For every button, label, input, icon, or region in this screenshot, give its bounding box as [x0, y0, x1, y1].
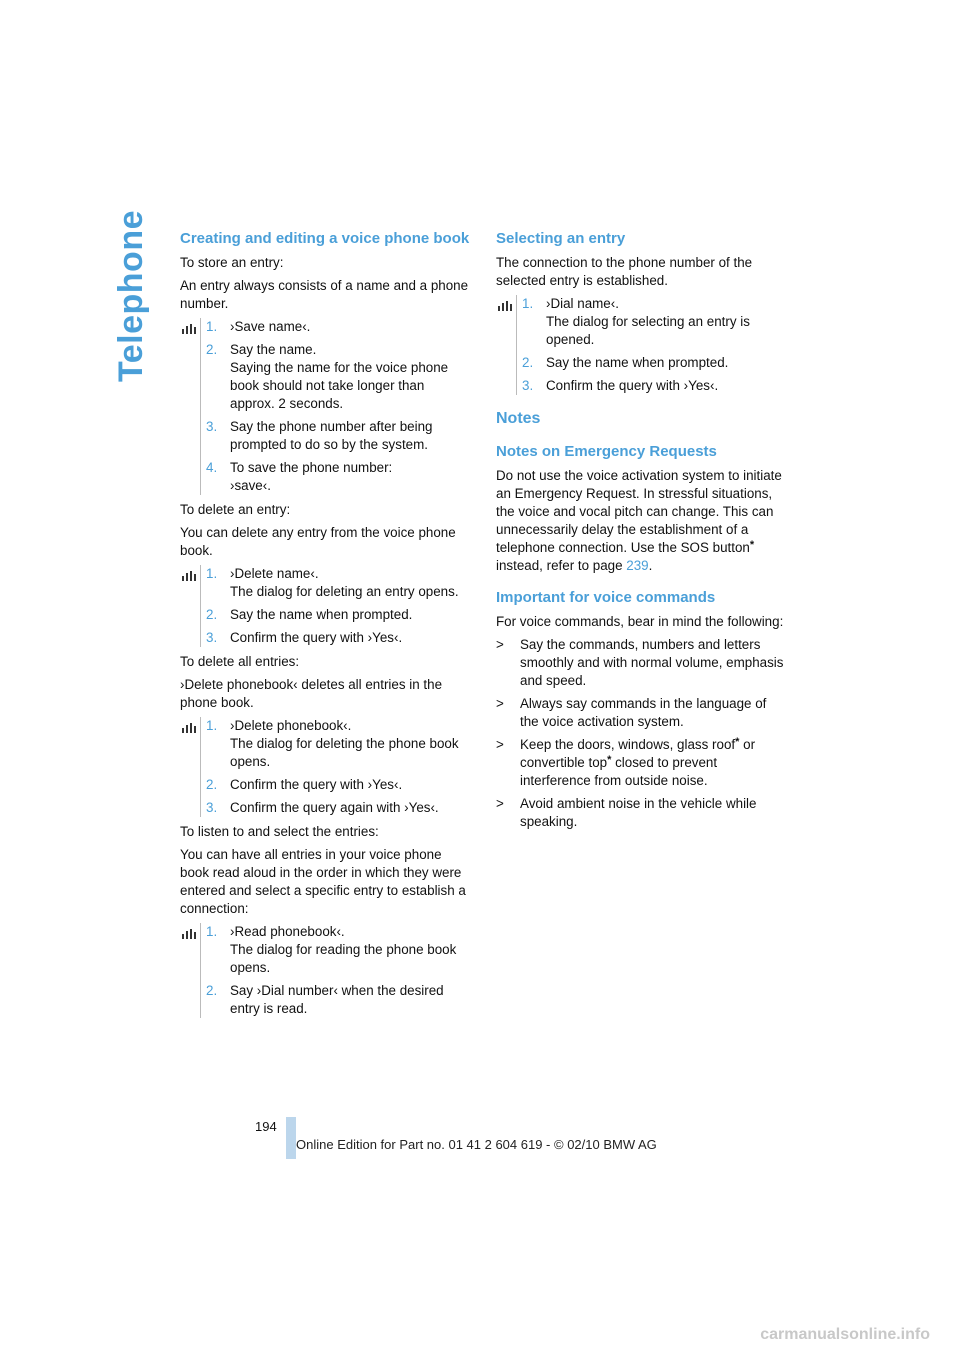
voice-command-icon: [182, 571, 196, 581]
voice-command-icon: [182, 929, 196, 939]
step-text: Say the phone number after being prompted to do so by the system.: [230, 419, 433, 452]
voice-command-icon: [498, 301, 512, 311]
bullet3-c: closed to prevent interference from outside noise.: [520, 755, 718, 788]
edition-note: Online Edition for Part no. 01 41 2 604 619 - © 02/10 BMW AG: [296, 1137, 657, 1152]
delete-all-desc: ›Delete phonebook‹ deletes all entries in the phone book.: [180, 677, 443, 710]
step-text: ›Read phonebook‹. The dialog for reading the phone book opens.: [230, 924, 457, 975]
optional-equipment-star: *: [735, 736, 740, 748]
voice-command-icon: [182, 723, 196, 733]
step-divider-line: [516, 295, 517, 395]
step-text: ›Delete phonebook‹. The dialog for deleting the phone book opens.: [230, 718, 459, 769]
step-item: [206, 606, 472, 624]
step-number: 1.: [522, 296, 534, 311]
emergency-text-c: .: [648, 558, 653, 573]
step-number: 2.: [522, 355, 534, 370]
list-item: [496, 736, 788, 790]
step-text: Confirm the query with ›Yes‹.: [546, 378, 719, 393]
delete-all-steps: [180, 717, 472, 817]
footer-accent-bar: [286, 1117, 296, 1159]
step-text: Say ›Dial number‹ when the desired entry is read.: [230, 983, 444, 1016]
step-text: Say the name when prompted.: [546, 355, 729, 370]
emergency-text-b: instead, refer to page: [496, 558, 627, 573]
page-reference-link[interactable]: 239: [626, 558, 649, 573]
heading-important-voice: Important for voice commands: [496, 589, 716, 606]
important-desc: For voice commands, bear in mind the following:: [496, 614, 784, 629]
delete-desc: You can delete any entry from the voice phone book.: [180, 525, 456, 558]
list-item: [496, 695, 788, 731]
delete-intro: To delete an entry:: [180, 502, 291, 517]
select-steps: [496, 295, 788, 395]
list-item: [496, 636, 788, 690]
step-item: [206, 776, 472, 794]
side-title-text: Telephone: [112, 210, 150, 382]
step-divider-line: [200, 318, 201, 495]
step-divider-line: [200, 923, 201, 1018]
step-text: ›Dial name‹. The dialog for selecting an entry is opened.: [546, 296, 750, 347]
step-item: [206, 982, 472, 1018]
heading-creating-editing: Creating and editing a voice phone book: [180, 230, 470, 247]
listen-intro: To listen to and select the entries:: [180, 824, 379, 839]
step-divider-line: [200, 717, 201, 817]
optional-equipment-star: *: [607, 754, 612, 766]
step-number: 4.: [206, 460, 218, 475]
bullet-text: [520, 736, 788, 790]
step-number: 3.: [206, 630, 218, 645]
step-item: [206, 341, 472, 413]
step-text: ›Save name‹.: [230, 319, 311, 334]
delete-steps: [180, 565, 472, 647]
step-text: Confirm the query with ›Yes‹.: [230, 630, 403, 645]
step-number: 1.: [206, 566, 218, 581]
step-text: ›Delete name‹. The dialog for deleting an entry opens.: [230, 566, 459, 599]
listen-steps: [180, 923, 472, 1018]
step-item: [206, 629, 472, 647]
list-item: [496, 795, 788, 831]
step-item: [522, 295, 788, 349]
step-text: Confirm the query again with ›Yes‹.: [230, 800, 439, 815]
store-desc: An entry always consists of a name and a phone number.: [180, 278, 469, 311]
step-text: Confirm the query with ›Yes‹.: [230, 777, 403, 792]
step-divider-line: [200, 565, 201, 647]
select-desc: The connection to the phone number of the selected entry is established.: [496, 255, 753, 288]
store-steps: [180, 318, 472, 495]
heading-selecting-entry: Selecting an entry: [496, 230, 626, 247]
bullet-marker: >: [496, 796, 504, 811]
bullet-marker: >: [496, 637, 504, 652]
left-column: [180, 230, 472, 1024]
bullet-marker: >: [496, 737, 504, 752]
step-number: 1.: [206, 319, 218, 334]
watermark: carmanualsonline.info: [760, 1326, 930, 1343]
step-item: [206, 799, 472, 817]
step-item: [522, 354, 788, 372]
bullet3-b: or convertible top: [520, 737, 756, 770]
voice-tips-list: [496, 636, 788, 831]
heading-notes: Notes: [496, 410, 541, 427]
step-number: 1.: [206, 924, 218, 939]
step-item: [206, 717, 472, 771]
step-number: 3.: [206, 419, 218, 434]
bullet-text: Avoid ambient noise in the vehicle while speaking.: [520, 796, 757, 829]
bullet-marker: >: [496, 696, 504, 711]
step-number: 2.: [206, 342, 218, 357]
emergency-text: [496, 467, 788, 575]
step-text: Say the name when prompted.: [230, 607, 413, 622]
step-number: 1.: [206, 718, 218, 733]
listen-desc: You can have all entries in your voice phone book read aloud in the order in which they were entered and select a specific entry to establish a connection:: [180, 847, 466, 916]
step-item: [206, 459, 472, 495]
delete-all-intro: To delete all entries:: [180, 654, 300, 669]
section-side-title: [112, 210, 152, 392]
bullet3-a: Keep the doors, windows, glass roof: [520, 737, 736, 752]
step-item: [206, 565, 472, 601]
step-item: [206, 923, 472, 977]
step-text: Say the name. Saying the name for the voice phone book should not take longer than approx. 2 seconds.: [230, 342, 449, 411]
emergency-text-a: Do not use the voice activation system to initiate an Emergency Request. In stressful situations, the voice and vocal pitch can change. This can unnecessarily delay the establishment of a telephone connection. Use the SOS button: [496, 468, 782, 555]
bullet-text: Always say commands in the language of the voice activation system.: [520, 696, 767, 729]
step-item: [206, 318, 472, 336]
step-number: 2.: [206, 777, 218, 792]
heading-emergency: Notes on Emergency Requests: [496, 443, 717, 460]
voice-command-icon: [182, 324, 196, 334]
step-item: [206, 418, 472, 454]
store-intro: To store an entry:: [180, 255, 284, 270]
step-number: 2.: [206, 607, 218, 622]
step-text: To save the phone number: ›save‹.: [230, 460, 393, 493]
step-item: [522, 377, 788, 395]
right-column: [496, 230, 788, 836]
bullet-text: Say the commands, numbers and letters smoothly and with normal volume, emphasis and speed.: [520, 637, 784, 688]
optional-equipment-star: *: [749, 539, 755, 551]
step-number: 3.: [206, 800, 218, 815]
step-number: 3.: [522, 378, 534, 393]
step-number: 2.: [206, 983, 218, 998]
page-number: 194: [255, 1119, 277, 1134]
